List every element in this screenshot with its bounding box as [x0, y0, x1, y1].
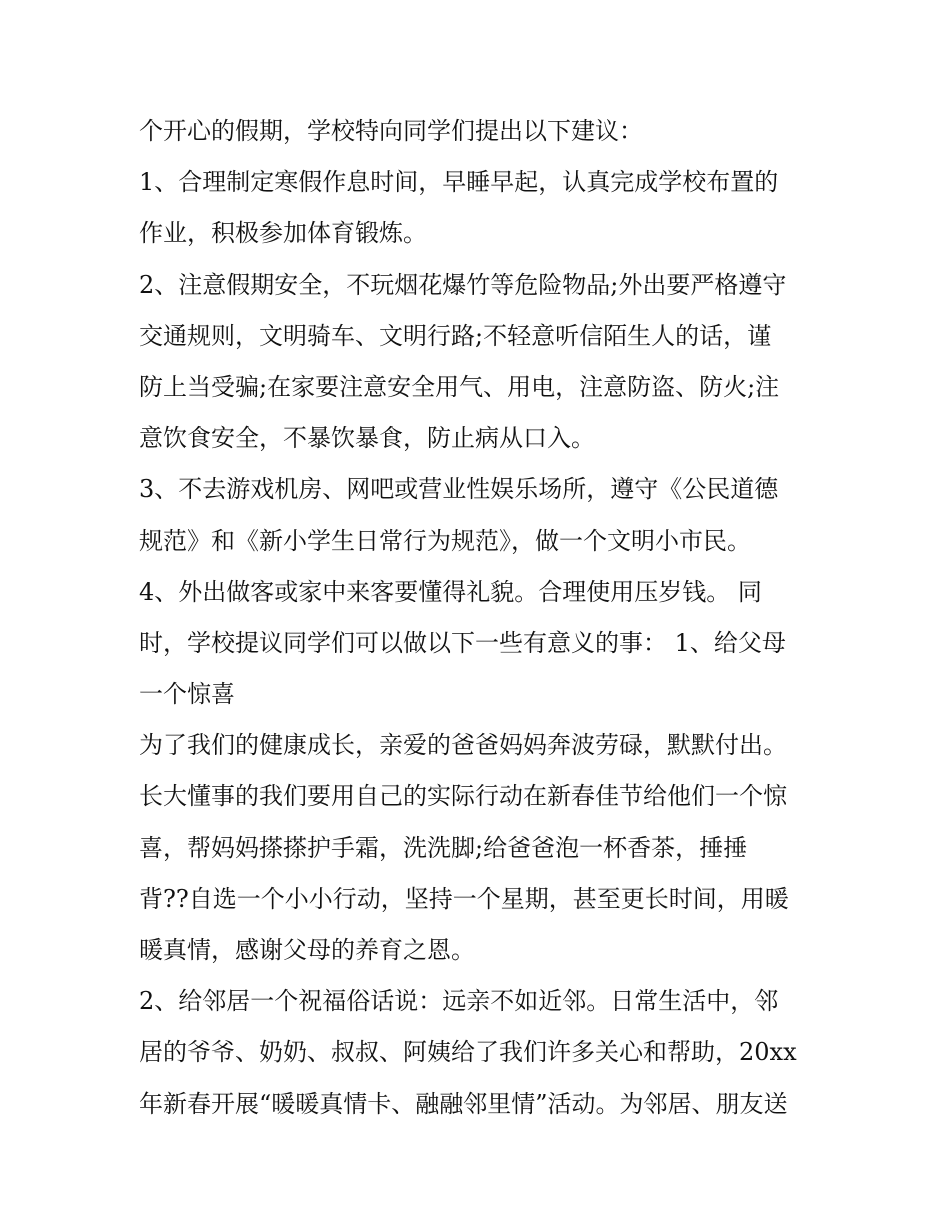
text-line: 规范》和《新小学生日常行为规范》，做一个文明小市民。	[139, 526, 751, 555]
text-line: 为了我们的健康成长，亲爱的爸爸妈妈奔波劳碌，默默付出。	[139, 731, 787, 760]
text-line: 一个惊喜	[139, 680, 235, 709]
text-line: 交通规则，文明骑车、文明行路;不轻意听信陌生人的话，谨	[139, 321, 772, 350]
text-line: 4、外出做客或家中来客要懂得礼貌。合理使用压岁钱。 同	[139, 577, 762, 606]
text-line: 时，学校提议同学们可以做以下一些有意义的事： 1、给父母	[139, 628, 786, 657]
text-line: 作业，积极参加体育锻炼。	[139, 219, 427, 248]
text-line: 3、不去游戏机房、网吧或营业性娱乐场所，遵守《公民道德	[139, 475, 779, 504]
body-text	[139, 106, 819, 1130]
text-line: 个开心的假期，学校特向同学们提出以下建议：	[139, 117, 643, 145]
text-line: 2、注意假期安全，不玩烟花爆竹等危险物品;外出要严格遵守	[139, 270, 787, 299]
text-line: 防上当受骗;在家要注意安全用气、用电，注意防盗、防火;注	[139, 372, 780, 401]
text-line: 背??自选一个小小行动，坚持一个星期，甚至更长时间，用暖	[139, 884, 789, 913]
text-line: 暖真情，感谢父母的养育之恩。	[139, 936, 475, 964]
text-line: 年新春开展“暖暖真情卡、融融邻里情”活动。为邻居、朋友送	[139, 1089, 788, 1118]
text-line: 长大懂事的我们要用自己的实际行动在新春佳节给他们一个惊	[139, 782, 787, 811]
text-line: 2、给邻居一个祝福俗话说：远亲不如近邻。日常生活中，邻	[139, 987, 779, 1016]
text-line: 居的爷爷、奶奶、叔叔、阿姨给了我们许多关心和帮助，20xx	[139, 1038, 797, 1067]
text-line: 喜，帮妈妈搽搽护手霜，洗洗脚;给爸爸泡一杯香茶，捶捶	[139, 833, 748, 862]
text-line: 1、合理制定寒假作息时间，早睡早起，认真完成学校布置的	[139, 168, 779, 197]
text-line: 意饮食安全，不暴饮暴食，防止病从口入。	[139, 424, 595, 453]
